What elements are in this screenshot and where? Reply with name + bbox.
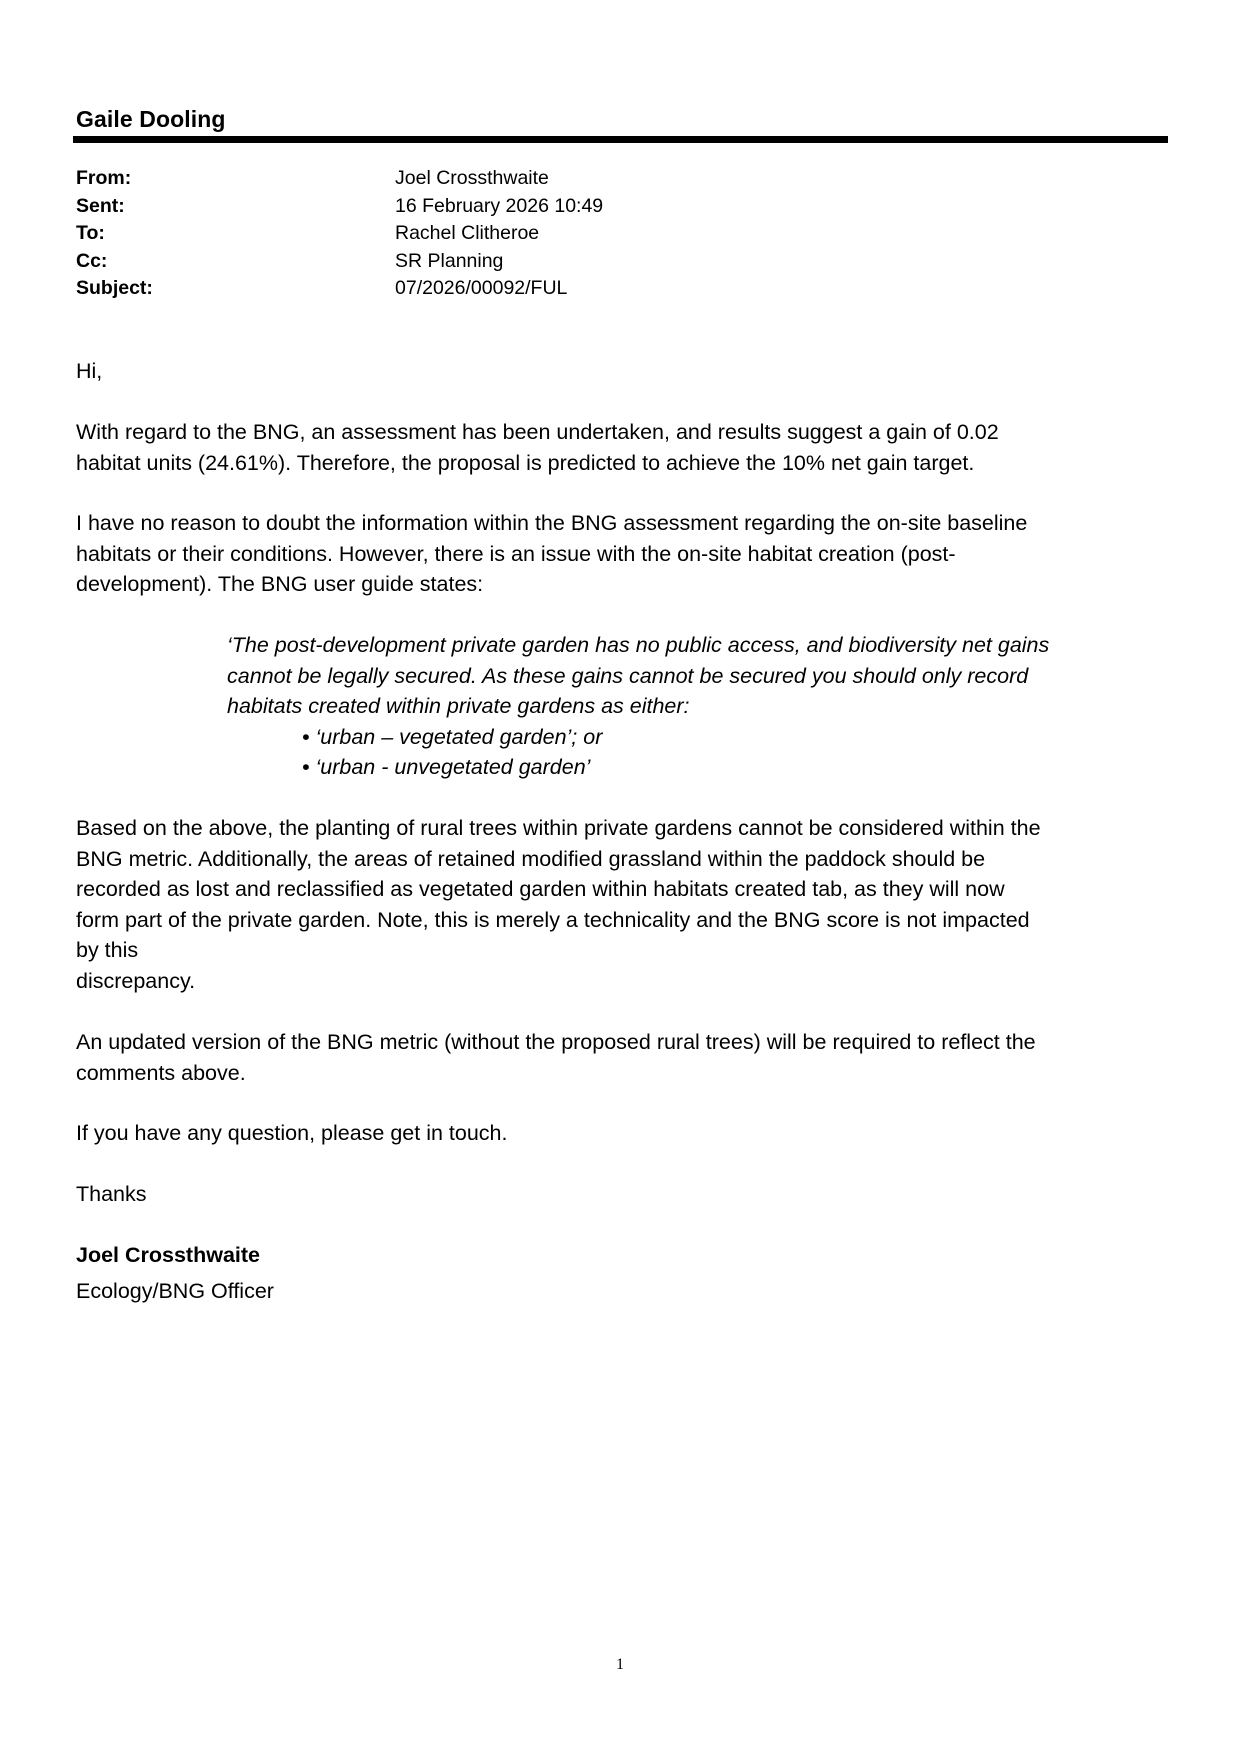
sent-label: Sent:: [76, 194, 125, 217]
from-label: From:: [76, 167, 132, 190]
cc-label: Cc:: [76, 249, 108, 272]
paragraph-line: form part of the private garden. Note, this is merely a technicality and the BNG score is not impacted: [76, 907, 1030, 932]
to-value: Rachel Clitheroe: [395, 222, 540, 245]
paragraph-line: With regard to the BNG, an assessment has been undertaken, and results suggest a gain of 0.02: [76, 420, 999, 444]
paragraph-contact: If you have any question, please get in touch.: [76, 1121, 508, 1145]
paragraph-line: recorded as lost and reclassified as vegetated garden within habitats created tab, as they will now: [76, 877, 1005, 901]
email-header: [76, 165, 603, 303]
quote-line: cannot be legally secured. As these gains cannot be secured you should only record: [227, 663, 1029, 688]
header-row-to: [76, 220, 603, 248]
page-owner-name: Gaile Dooling: [76, 106, 226, 132]
header-row-subject: [76, 275, 603, 303]
quote-list-item: • ‘urban – vegetated garden’; or: [302, 724, 603, 749]
header-row-from: [76, 165, 603, 193]
paragraph-line: by this: [76, 938, 139, 962]
paragraph-line: Based on the above, the planting of rural trees within private gardens cannot be considered within the: [76, 816, 1041, 840]
paragraph-line: BNG metric. Additionally, the areas of retained modified grassland within the paddock should be: [76, 846, 986, 871]
paragraph-line: habitats or their conditions. However, there is an issue with the on-site habitat creation (post-: [76, 541, 956, 566]
header-row-cc: [76, 248, 603, 276]
signature-title: Ecology/BNG Officer: [76, 1279, 274, 1303]
paragraph-updated-metric: [76, 1027, 1176, 1088]
page-number: 1: [616, 1656, 624, 1673]
quote-list-item: • ‘urban - unvegetated garden’: [302, 755, 591, 779]
closing: Thanks: [76, 1182, 147, 1206]
sent-value: 16 February 2026 10:49: [395, 194, 604, 217]
paragraph-line: discrepancy.: [76, 968, 196, 993]
paragraph-baseline-habitats: [76, 508, 1176, 600]
header-divider: [73, 136, 1168, 143]
to-label: To:: [76, 222, 105, 245]
header-row-sent: [76, 193, 603, 221]
signature-name: Joel Crossthwaite: [76, 1243, 260, 1267]
paragraph-line: habitat units (24.61%). Therefore, the proposal is predicted to achieve the 10% net gain target.: [76, 450, 975, 475]
user-guide-quote: [227, 630, 1177, 783]
paragraph-bng-assessment: [76, 417, 1176, 478]
from-value: Joel Crossthwaite: [395, 167, 549, 190]
subject-value: 07/2026/00092/FUL: [395, 277, 568, 300]
paragraph-line: development). The BNG user guide states:: [76, 572, 484, 596]
greeting: Hi,: [76, 359, 103, 383]
paragraph-line: An updated version of the BNG metric (without the proposed rural trees) will be required to reflect the: [76, 1030, 1036, 1054]
cc-value: SR Planning: [395, 249, 504, 272]
paragraph-line: comments above.: [76, 1060, 246, 1085]
quote-line: ‘The post-development private garden has no public access, and biodiversity net gains: [227, 633, 1050, 657]
paragraph-line: I have no reason to doubt the information within the BNG assessment regarding the on-site baseline: [76, 511, 1028, 535]
quote-line: habitats created within private gardens as either:: [227, 694, 690, 718]
subject-label: Subject:: [76, 277, 153, 300]
paragraph-rural-trees: [76, 813, 1176, 996]
